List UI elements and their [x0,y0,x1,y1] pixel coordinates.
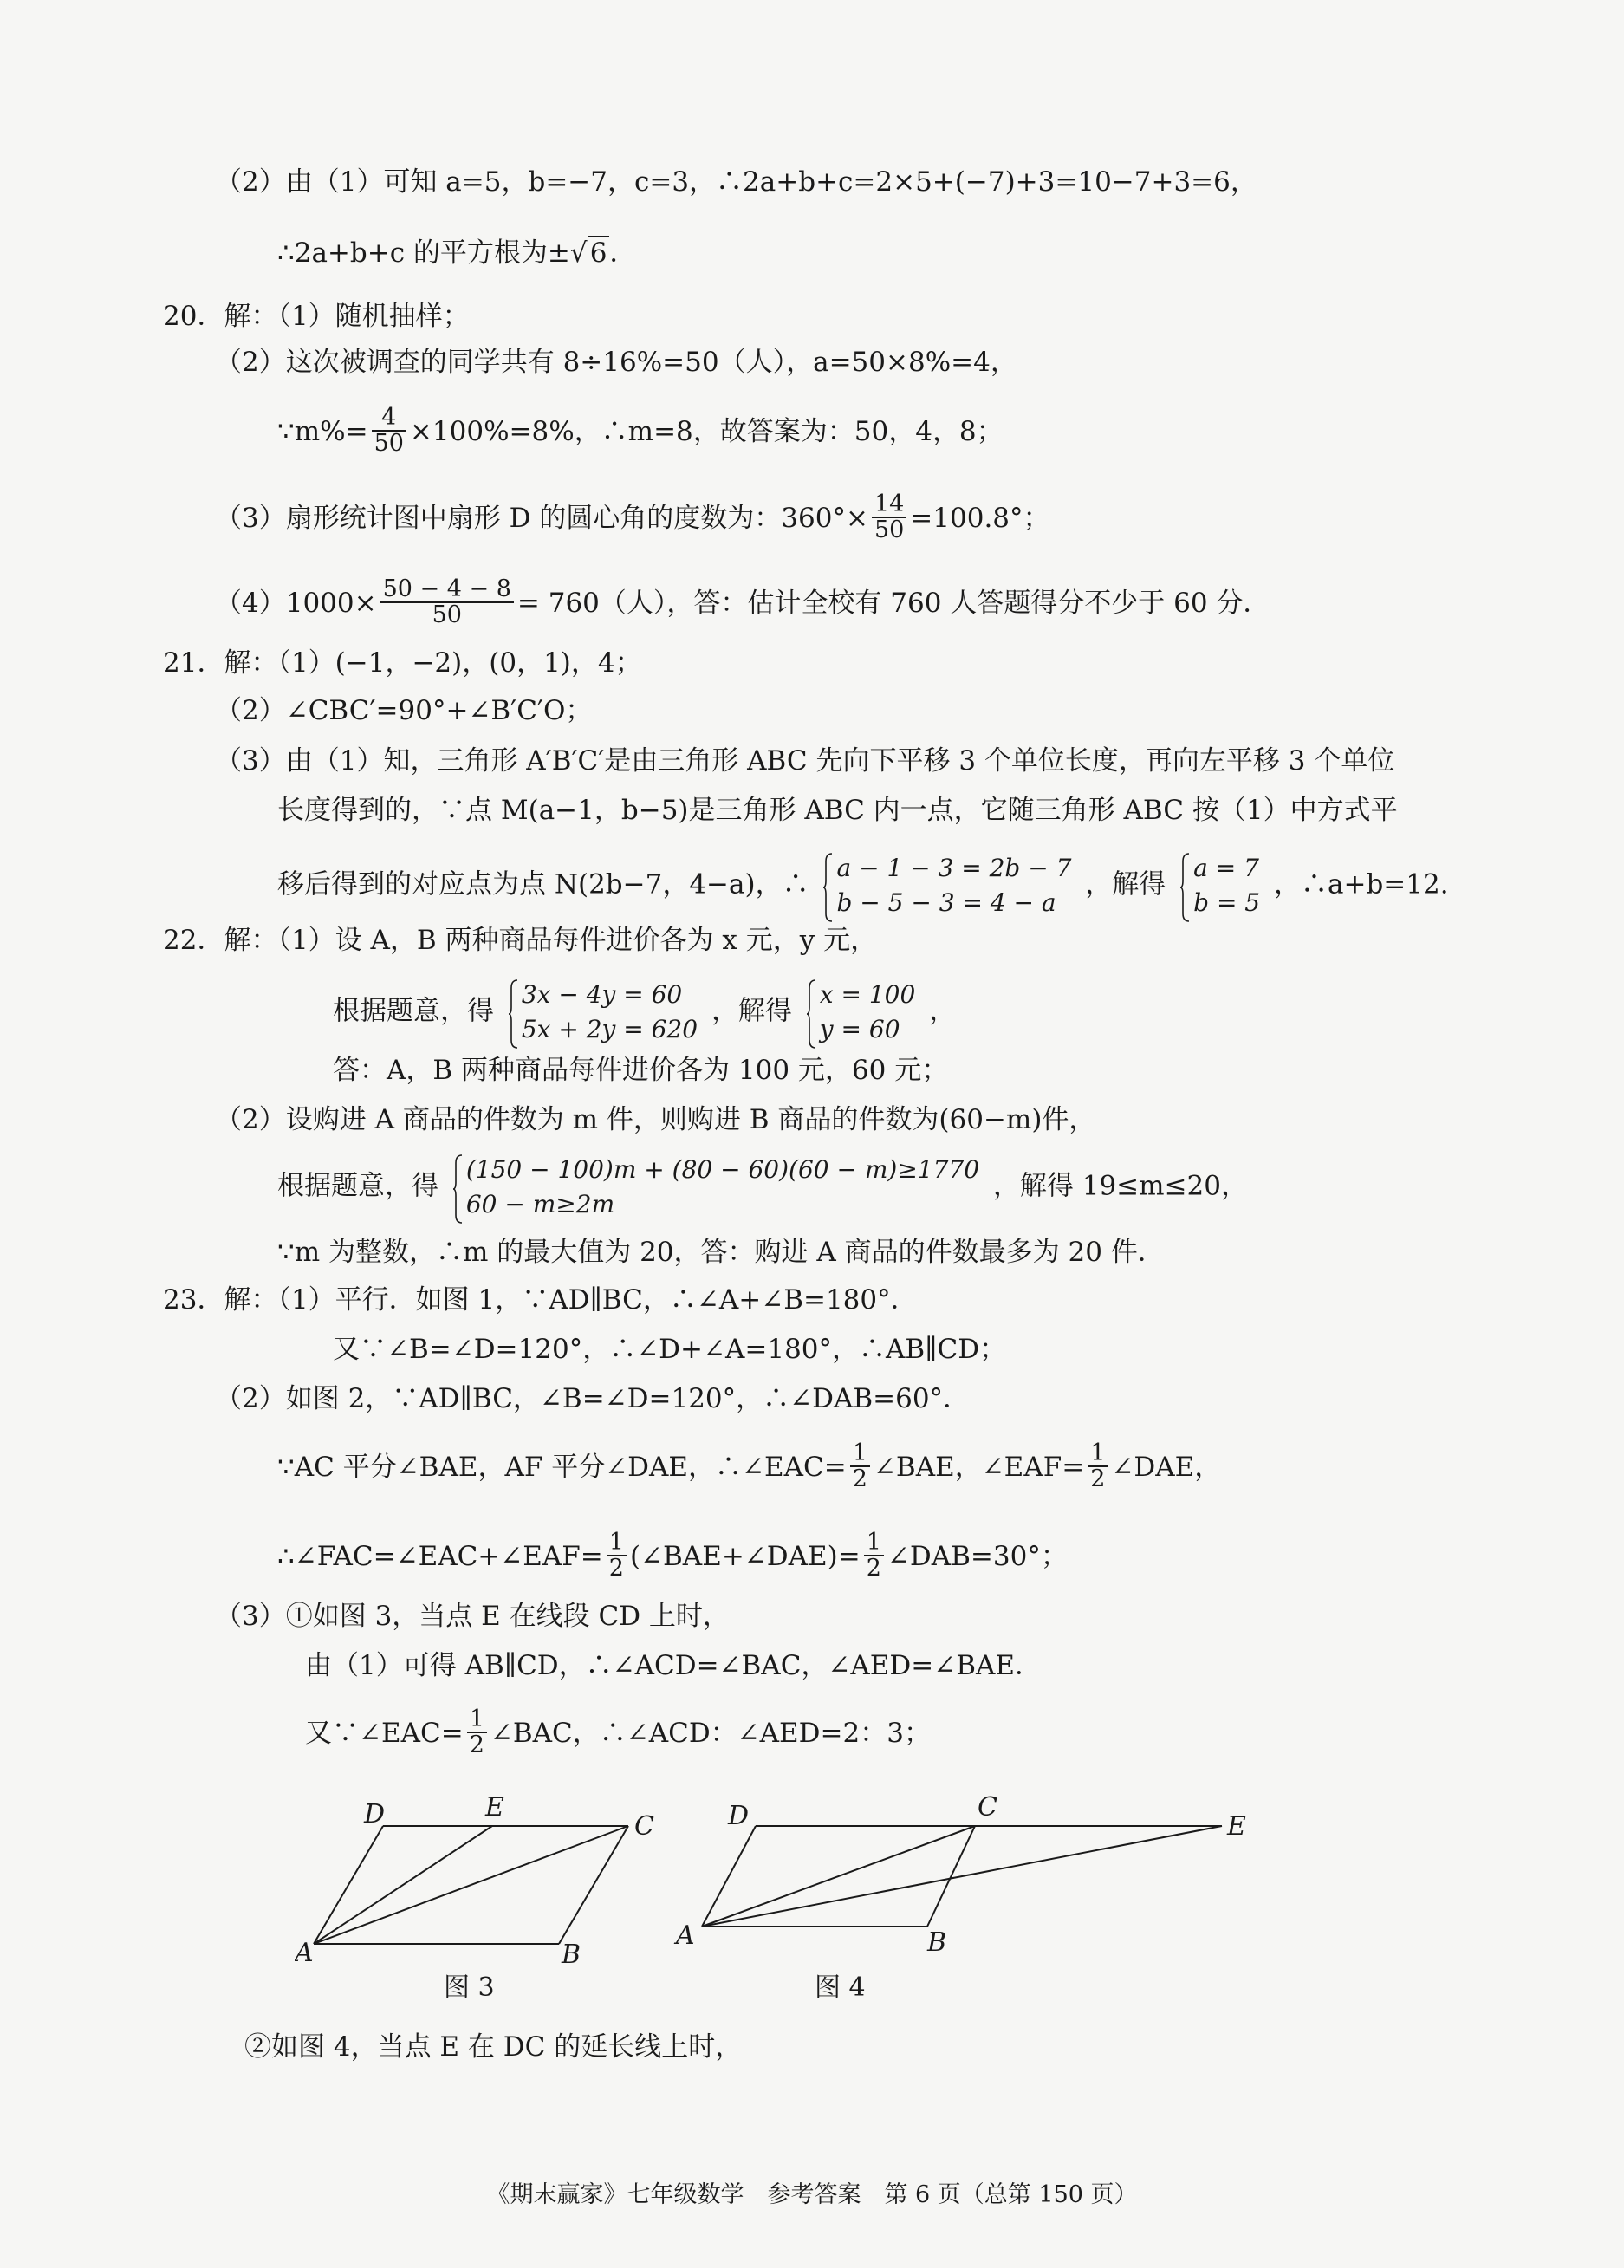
q21-part3-line3 [277,851,1449,920]
numerator: 50 − 4 − 8 [380,577,514,603]
q21-part3-line2: 长度得到的，∵点 M(a−1，b−5)是三角形 ABC 内一点，它随三角形 ABC 按（1）中方式平 [277,795,1398,826]
fraction [467,1707,487,1758]
equation: b − 5 − 3 = 4 − a [836,888,1056,917]
q23-part1-line2: 又∵∠B=∠D=120°，∴∠D+∠A=180°，∴AB∥CD； [333,1334,1007,1365]
numerator: 1 [850,1441,870,1467]
text: ∠DAE， [1111,1451,1222,1483]
text: ∠BAC，∴∠ACD：∠AED=2：3； [490,1717,931,1749]
text: 根据题意，得 [333,995,494,1027]
q23-part3-line3 [305,1706,931,1760]
numerator: 1 [1088,1441,1108,1467]
q22-part2-system [277,1153,1248,1222]
q22-part1-system [333,978,956,1047]
equation: a − 1 − 3 = 2b − 7 [836,854,1072,882]
q20-part4 [215,575,1270,630]
page-footer: 《期末赢家》七年级数学 参考答案 第 6 页（总第 150 页） [486,2181,1138,2208]
equation: 5x + 2y = 620 [521,1015,698,1043]
q21-head: 21．解：（1）(−1，−2)，(0，1)，4； [163,647,642,679]
equation: y = 60 [819,1015,900,1043]
brace-icon [806,979,816,1049]
figure-3-caption: 图 3 [444,1972,495,2003]
label-e: E [485,1792,504,1823]
q20-part3 [215,491,1050,545]
numerator: 1 [864,1530,884,1556]
inequality: 60 − m≥2m [465,1190,615,1218]
text: （3）扇形统计图中扇形 D 的圆心角的度数为：360°× [215,502,868,534]
q20-head: 20．解：（1）随机抽样； [163,301,470,332]
figure-4-caption: 图 4 [815,1972,866,2003]
denominator: 2 [866,1555,881,1582]
fraction [850,1441,870,1492]
denominator: 2 [1090,1465,1106,1493]
label-c: C [978,1792,997,1823]
text: 又∵∠EAC= [305,1717,464,1749]
equation: x = 100 [819,980,916,1009]
q20-part2: （2）这次被调查的同学共有 8÷16%=50（人），a=50×8%=4， [215,347,1017,378]
q23-part3-line2: 由（1）可得 AB∥CD，∴∠ACD=∠BAC，∠AED=∠BAE． [305,1650,1043,1681]
text: ． [609,237,637,269]
q23-part3: （3）①如图 3，当点 E 在线段 CD 上时， [215,1601,730,1632]
fraction [1088,1441,1108,1492]
q22-part2-answer: ∵m 为整数，∴m 的最大值为 20，答：购进 A 商品的件数最多为 20 件． [277,1237,1165,1268]
q21-part2: （2）∠CBC′=90°+∠B′C′O； [215,695,593,726]
text: ∠BAE，∠EAF= [873,1451,1085,1483]
equation: a = 7 [1193,854,1259,882]
inequality: (150 − 100)m + (80 − 60)(60 − m)≥1770 [465,1155,980,1184]
text: ，解得 19≤m≤20， [992,1170,1248,1202]
text: ∵m%= [277,415,368,447]
denominator: 2 [469,1732,484,1759]
q23-part3-case2: ②如图 4，当点 E 在 DC 的延长线上时， [244,2031,743,2063]
label-d: D [728,1801,750,1831]
text: ，∴a+b=12. [1273,868,1449,900]
numerator: 1 [467,1707,487,1733]
brace-icon [508,979,518,1049]
fraction [372,406,406,457]
q21-part3-line1: （3）由（1）知，三角形 A′B′C′是由三角形 ABC 先向下平移 3 个单位长度，再向左平移 3 个单位 [215,745,1395,777]
denominator: 2 [852,1465,867,1493]
solution-system [1179,851,1260,920]
fraction [864,1530,884,1582]
equation-system [508,978,698,1047]
equation-system [822,851,1071,920]
q23-part2: （2）如图 2，∵AD∥BC，∠B=∠D=120°，∴∠DAB=60°． [215,1383,971,1414]
numerator: 1 [607,1530,627,1556]
text: =100.8°； [910,502,1050,534]
text: ∴2a+b+c 的平方根为± [277,237,570,269]
text: = 760（人），答：估计全校有 760 人答题得分不少于 60 分． [516,587,1270,619]
text: ∠DAB=30°； [887,1540,1068,1572]
denominator: 50 [432,601,462,629]
sqrt-expression: √6 [570,236,610,270]
brace-icon [1179,853,1190,922]
text: ， [929,995,957,1027]
q19-part2-line1: （2）由（1）可知 a=5，b=−7，c=3，∴2a+b+c=2×5+(−7)+3=10−7+3=6， [215,166,1257,198]
figure-3 [295,1790,676,1963]
brace-icon [822,853,833,922]
text: ，解得 [1085,868,1166,900]
text: ，解得 [711,995,792,1027]
equation: b = 5 [1193,888,1261,917]
numerator: 14 [872,492,906,518]
q19-part2-line2 [277,236,636,270]
fraction [607,1530,627,1582]
q23-head: 23．解：（1）平行．如图 1，∵AD∥BC，∴∠A+∠B=180°． [163,1284,918,1316]
solution-system [806,978,916,1047]
label-d: D [364,1799,386,1829]
label-e: E [1227,1811,1246,1842]
text: (∠BAE+∠DAE)= [629,1540,861,1572]
text: ∴∠FAC=∠EAC+∠EAF= [277,1540,603,1572]
text: 移后得到的对应点为点 N(2b−7，4−a)，∴ [277,868,809,900]
label-b: B [927,1927,947,1958]
text: ∵AC 平分∠BAE，AF 平分∠DAE，∴∠EAC= [277,1451,847,1483]
numerator: 4 [372,406,406,432]
text: 根据题意，得 [277,1170,438,1202]
denominator: 50 [374,430,404,458]
label-a: A [676,1920,695,1951]
radicand: 6 [588,236,610,269]
text: （4）1000× [215,587,377,619]
equation: 3x − 4y = 60 [521,980,683,1009]
fraction [872,492,906,543]
denominator: 2 [608,1555,624,1582]
q20-part2-calc [277,404,1004,458]
text: ×100%=8%，∴m=8，故答案为：50，4，8； [409,415,1004,447]
fraction [380,577,514,628]
denominator: 50 [874,517,905,544]
label-a: A [295,1938,314,1963]
label-b: B [562,1940,581,1963]
q22-part1-answer: 答：A，B 两种商品每件进价各为 100 元，60 元； [333,1055,949,1086]
label-c: C [634,1811,654,1842]
q22-head: 22．解：（1）设 A，B 两种商品每件进价各为 x 元，y 元， [163,925,878,956]
figure-4 [667,1790,1257,1963]
q23-part2-line2 [277,1439,1222,1494]
inequality-system [452,1153,979,1222]
q23-part2-line3 [277,1529,1068,1583]
q22-part2: （2）设购进 A 商品的件数为 m 件，则购进 B 商品的件数为(60−m)件， [215,1104,1096,1135]
brace-icon [452,1154,463,1224]
